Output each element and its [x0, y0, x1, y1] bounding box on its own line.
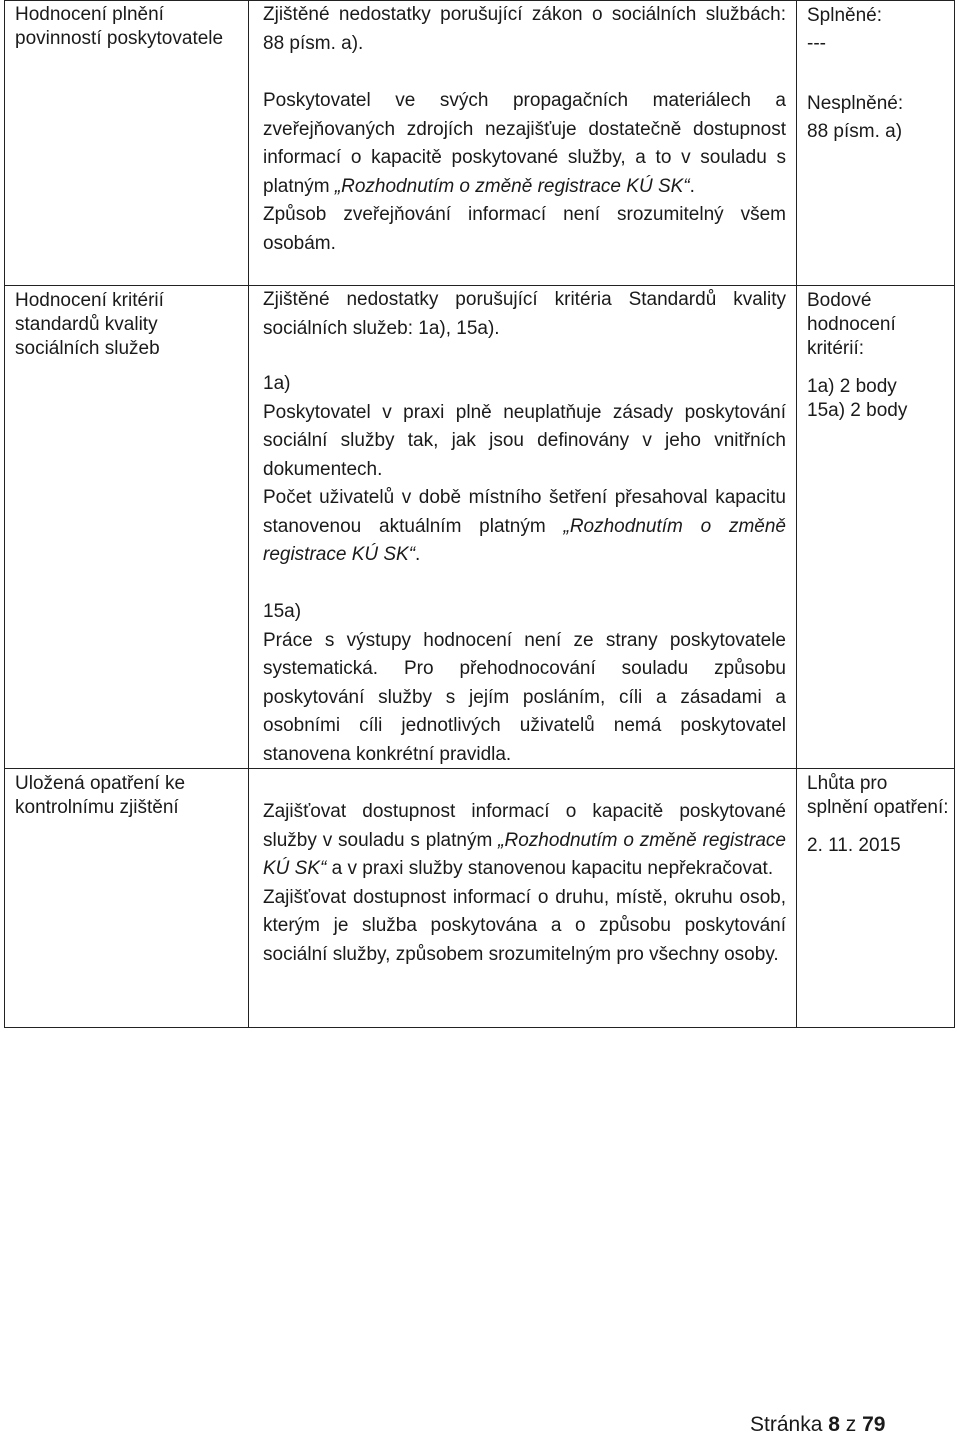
measures-content — [263, 798, 786, 969]
obligations-content — [263, 1, 786, 258]
criteria-content — [263, 286, 786, 570]
row-label-criteria: Hodnocení kritérií standardů kvality sociálních služeb — [15, 290, 164, 359]
unfulfilled-value: 88 písm. a) — [807, 121, 903, 142]
footer-prefix: Stránka — [750, 1413, 823, 1436]
column-divider-1 — [248, 0, 249, 1028]
criteria-score — [807, 289, 952, 423]
unfulfilled-label: Nesplněné: — [807, 93, 904, 114]
fulfilled-label: Splněné: — [807, 5, 883, 26]
deadline-label: Lhůta pro splnění opatření: — [807, 773, 949, 818]
footer-of: z — [845, 1413, 857, 1436]
criteria-item-1-text-2: Počet uživatelů v době místního šetření přesahoval kapacitu stanovenou aktuálním platným „Rozhodnutím o změně registrace KÚ SK“. — [263, 487, 786, 565]
obligations-detail-2: Způsob zveřejňování informací není srozumitelný všem osobám. — [263, 204, 786, 254]
row-label-obligations: Hodnocení plnění povinností poskytovatele — [15, 4, 224, 49]
score-item-1: 1a) 2 body — [807, 376, 897, 397]
obligations-detail-1: Poskytovatel ve svých propagačních materiálech a zveřejňovaných zdrojích nezajišťuje dostatečně dostupnost informací o kapacitě poskytované služby, a to v souladu s platným „Rozhodnutím o změně registrace KÚ SK“. — [263, 90, 786, 197]
score-label: Bodové hodnocení kritérií: — [807, 290, 896, 359]
row-label-measures: Uložená opatření ke kontrolnímu zjištění — [15, 773, 186, 818]
footer-total: 79 — [862, 1413, 886, 1436]
criteria-item-2 — [263, 598, 786, 769]
measure-2: Zajišťovat dostupnost informací o druhu, místě, okruhu osob, kterým je služba poskytována a o způsobu poskytování sociální služby, způsobem srozumitelným pro všechny osoby. — [263, 886, 786, 965]
measures-deadline — [807, 772, 952, 858]
measure-1: Zajišťovat dostupnost informací o kapacitě poskytované služby v souladu s platným „Rozhodnutím o změně registrace KÚ SK“ a v praxi služby stanovenou kapacitu nepřekračovat. — [263, 801, 787, 879]
footer-page: 8 — [828, 1413, 840, 1436]
criteria-item-1-text: Poskytovatel v praxi plně neuplatňuje zásady poskytování sociální služby tak, jak jsou definovány v jeho vnitřních dokumentech. — [263, 401, 786, 480]
obligations-status — [807, 2, 952, 146]
score-item-2: 15a) 2 body — [807, 400, 908, 421]
criteria-item-1-code: 1a) — [263, 373, 291, 394]
deadline-value: 2. 11. 2015 — [807, 835, 901, 856]
column-divider-2 — [796, 0, 797, 1028]
fulfilled-value: --- — [807, 33, 826, 54]
criteria-item-2-text: Práce s výstupy hodnocení není ze strany poskytovatele systematická. Pro přehodnocování souladu způsobu poskytování služby s jejím posláním, cíli a zásadami a osobními cíli jednotlivých uživatelů nemá poskytovatel stanovena konkrétní pravidla. — [263, 629, 786, 765]
criteria-finding: Zjištěné nedostatky porušující kritéria Standardů kvality sociálních služeb: 1a), 15a). — [263, 289, 786, 339]
criteria-item-2-code: 15a) — [263, 601, 302, 622]
obligations-finding: Zjištěné nedostatky porušující zákon o sociálních službách: 88 písm. a). — [263, 4, 786, 54]
